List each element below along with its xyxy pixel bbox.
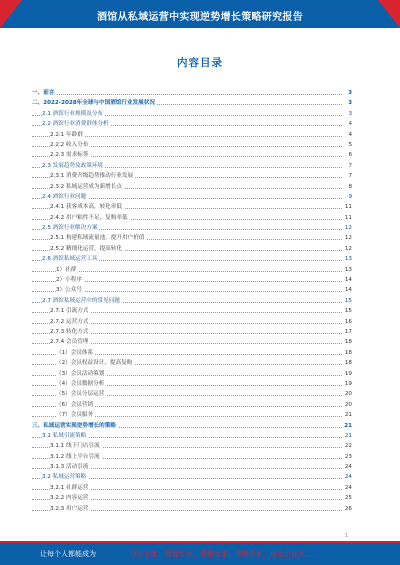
toc-row[interactable]: [32, 296, 352, 306]
toc-row[interactable]: [32, 161, 352, 171]
toc-entry-page: 11: [343, 202, 352, 212]
toc-entry-label: 3.1.2 线上平台引流: [50, 452, 102, 462]
toc-row[interactable]: [32, 327, 352, 337]
toc-row[interactable]: [32, 452, 352, 462]
toc-entry-page: 12: [343, 233, 352, 243]
toc-row[interactable]: [32, 504, 352, 514]
toc-entry-label: 2.6 酒馆私域运营工具: [42, 254, 99, 264]
toc-row[interactable]: [32, 285, 352, 295]
toc-entry-label: 2.2.2 收入分布: [50, 140, 90, 150]
toc-entry-page: 21: [342, 421, 352, 431]
toc-entry-label: 2.2.3 需求标签: [50, 150, 90, 160]
toc-entry-page: 5: [346, 140, 352, 150]
toc-entry-page: 18: [343, 337, 352, 347]
toc-entry-label: 2.4.1 获客成本高，转化率低: [50, 202, 124, 212]
toc-row[interactable]: [32, 275, 352, 285]
toc-entry-label: 2.5.2 精细化运营，提高转化: [50, 244, 124, 254]
toc-entry-page: 21: [343, 431, 352, 441]
toc-entry-page: 15: [343, 306, 352, 316]
toc-entry-page: 13: [343, 254, 352, 264]
footer-slogan-right: 行业专家，管理专家，营销专家，战略专家，成功企业家……: [130, 550, 319, 558]
toc-entry-label: （5）会员分层运营: [56, 389, 106, 399]
toc-entry-label: 2.7.3 转化方式: [50, 327, 90, 337]
toc-row[interactable]: [32, 462, 352, 472]
toc-entry-page: 3: [346, 98, 352, 108]
toc-row[interactable]: [32, 317, 352, 327]
toc-entry-label: 2.4 酒馆行业问题: [42, 192, 88, 202]
toc-entry-label: 2.4.2 用户粘性不足，复购率低: [50, 213, 130, 223]
toc-entry-page: 16: [343, 317, 352, 327]
toc-entry-label: （2）会员权益设计，提高复购: [56, 358, 134, 368]
toc-entry-page: 4: [346, 119, 352, 129]
toc-entry-page: 11: [343, 213, 352, 223]
toc-entry-page: 19: [343, 379, 352, 389]
toc-entry-label: 2.5 酒馆行业解决方案: [42, 223, 99, 233]
table-of-contents: [32, 88, 352, 514]
toc-entry-label: 2.3 发展趋势及政策环境: [42, 161, 105, 171]
toc-entry-page: 17: [343, 327, 352, 337]
toc-entry-label: 二、2022-2028年全球与中国酒馆行业发展状况: [32, 98, 157, 108]
toc-entry-label: 3.2.1 社群运营: [50, 483, 90, 493]
toc-entry-label: （4）会员数据分析: [56, 379, 106, 389]
toc-row[interactable]: [32, 337, 352, 347]
toc-entry-page: 4: [346, 130, 352, 140]
toc-row[interactable]: [32, 483, 352, 493]
toc-entry-page: 7: [346, 171, 352, 181]
toc-row[interactable]: [32, 150, 352, 160]
toc-row[interactable]: [32, 192, 352, 202]
toc-row[interactable]: [32, 410, 352, 420]
toc-entry-page: 15: [343, 296, 352, 306]
toc-row[interactable]: [32, 130, 352, 140]
report-title: 酒馆从私域运营中实现逆势增长策略研究报告: [97, 12, 303, 23]
footer-slogan-left: 让每个人都能成为: [40, 550, 96, 558]
toc-row[interactable]: [32, 265, 352, 275]
toc-row[interactable]: [32, 254, 352, 264]
toc-row[interactable]: [32, 213, 352, 223]
toc-leader-dots: [32, 271, 342, 272]
toc-entry-page: 9: [346, 192, 352, 202]
toc-entry-label: 2.5.1 构建私域流量池，提升用户价值: [50, 233, 146, 243]
toc-entry-label: 2.1 酒馆行业规模及分布: [42, 109, 105, 119]
toc-entry-label: 一、前言: [32, 88, 56, 98]
toc-entry-page: 12: [343, 244, 352, 254]
toc-entry-label: 2.7.4 会员管理: [50, 337, 90, 347]
toc-entry-page: 20: [343, 389, 352, 399]
toc-entry-page: 8: [346, 182, 352, 192]
toc-entry-label: 2.3.2 私域运营成为新增长点: [50, 182, 124, 192]
toc-entry-page: 7: [346, 161, 352, 171]
toc-row[interactable]: [32, 109, 352, 119]
toc-entry-page: 26: [343, 504, 352, 514]
toc-entry-label: 3.1 私域引流策略: [42, 431, 88, 441]
toc-entry-page: 24: [343, 462, 352, 472]
toc-entry-page: 22: [343, 441, 352, 451]
toc-entry-label: 2.7 酒馆私域运营中的常见问题: [42, 296, 122, 306]
toc-entry-label: （3）会员活动策划: [56, 369, 106, 379]
toc-entry-label: （6）会员营销: [56, 400, 95, 410]
toc-row[interactable]: [32, 441, 352, 451]
toc-row[interactable]: [32, 400, 352, 410]
header-bar: [0, 0, 400, 28]
toc-entry-label: 1）社群: [56, 265, 78, 275]
toc-entry-label: （1）会员体系: [56, 348, 95, 358]
toc-entry-page: 3: [346, 109, 352, 119]
toc-row[interactable]: [32, 233, 352, 243]
toc-row[interactable]: [32, 98, 352, 108]
toc-row[interactable]: [32, 389, 352, 399]
toc-entry-label: 2）小程序: [56, 275, 84, 285]
toc-row[interactable]: [32, 306, 352, 316]
toc-entry-page: 3: [346, 88, 352, 98]
toc-entry-page: 12: [343, 223, 352, 233]
footer-bar: [0, 543, 400, 565]
toc-entry-label: 3.2 私域运营策略: [42, 472, 88, 482]
toc-entry-page: 20: [343, 400, 352, 410]
toc-entry-page: 24: [343, 472, 352, 482]
toc-entry-page: 18: [343, 358, 352, 368]
toc-entry-page: 14: [343, 275, 352, 285]
toc-entry-page: 24: [343, 483, 352, 493]
toc-row[interactable]: [32, 493, 352, 503]
toc-row[interactable]: [32, 140, 352, 150]
toc-heading: 内容目录: [177, 57, 223, 69]
toc-entry-page: 25: [343, 493, 352, 503]
toc-entry-label: 2.2 酒馆行业消费群体分析: [42, 119, 111, 129]
toc-entry-page: 6: [346, 150, 352, 160]
toc-row[interactable]: [32, 379, 352, 389]
toc-row[interactable]: [32, 88, 352, 98]
toc-entry-page: 19: [343, 369, 352, 379]
toc-entry-page: 18: [343, 348, 352, 358]
toc-row[interactable]: [32, 472, 352, 482]
toc-entry-label: 2.3.1 消费升级趋势推动行业发展: [50, 171, 135, 181]
toc-entry-label: （7）会员服务: [56, 410, 95, 420]
toc-entry-label: 3.2.2 内容运营: [50, 493, 90, 503]
toc-entry-label: 3.1.3 活动引流: [50, 462, 90, 472]
toc-entry-label: 3.2.3 用户运营: [50, 504, 90, 514]
toc-entry-label: 3）公众号: [56, 285, 84, 295]
toc-entry-page: 21: [343, 410, 352, 420]
toc-row[interactable]: [32, 348, 352, 358]
toc-entry-label: 2.2.1 年龄群: [50, 130, 85, 140]
toc-row[interactable]: [32, 421, 352, 431]
toc-entry-page: 23: [343, 452, 352, 462]
toc-row[interactable]: [32, 431, 352, 441]
header-red-accent-right: [378, 0, 400, 28]
toc-row[interactable]: [32, 202, 352, 212]
toc-entry-label: 2.7.2 运营方式: [50, 317, 90, 327]
toc-row[interactable]: [32, 182, 352, 192]
toc-entry-page: 14: [343, 285, 352, 295]
toc-entry-label: 3.1.1 线下门店引流: [50, 441, 102, 451]
toc-entry-page: 13: [343, 265, 352, 275]
toc-entry-label: 2.7.1 引流方式: [50, 306, 90, 316]
page-number: 1: [344, 533, 348, 539]
toc-row[interactable]: [32, 119, 352, 129]
toc-leader-dots: [32, 94, 342, 95]
toc-entry-label: 三、私域运营实现逆势增长的策略: [32, 421, 118, 431]
toc-row[interactable]: [32, 171, 352, 181]
toc-row[interactable]: [32, 369, 352, 379]
toc-row[interactable]: [32, 358, 352, 368]
toc-row[interactable]: [32, 223, 352, 233]
toc-row[interactable]: [32, 244, 352, 254]
